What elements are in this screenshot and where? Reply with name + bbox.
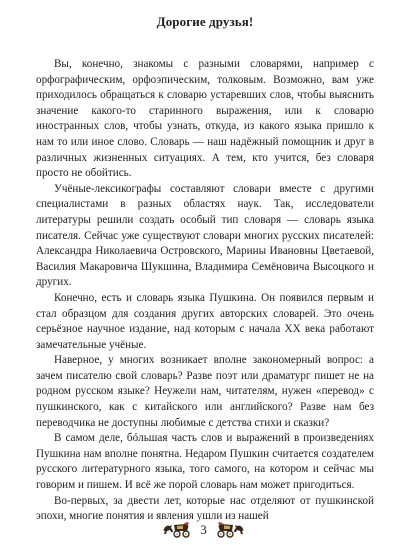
paragraph: Во-первых, за двести лет, которые нас отделяют от пушкинской эпохи, многие понятия и явления ушли из нашей <box>36 494 374 523</box>
page-title: Дорогие друзья! <box>156 14 254 29</box>
paragraph: Учёные-лексикографы составляют словари вместе с другими специалистами в разных областях наук. Так, исследователи литературы решили создать особый тип словаря — словарь языка писателя. Сейчас уже существуют словари многих русских писателей: Александра Николаевича Островского, Марины Ивановны Цветаевой, Василия Макаровича Шукшина, Владимира Семёновича Высоцкого и других. <box>36 182 374 289</box>
page-footer <box>0 520 407 538</box>
carriage-ornament-icon <box>162 520 192 538</box>
document-body <box>36 57 374 525</box>
paragraph: Вы, конечно, знакомы с разными словарями, например с орфографическим, орфоэпическим, толковым. Возможно, вам уже приходилось обращаться к словарю устаревших слов, чтобы выяснить значение какого-то старинного выражения, или к словарю иностранных слов, чтобы узнать, откуда, из какого языка пришло к нам то или иное слово. Словарь — наш надёжный помощник и друг в различных жизненных ситуациях. А тем, кто учится, без словаря просто не обойтись. <box>36 58 374 180</box>
paragraph: Конечно, есть и словарь языка Пушкина. Он появился первым и стал образцом для создания других авторских словарей. Это очень серьёзное научное издание, над которым с начала XX века работают замечательные учёные. <box>36 291 374 351</box>
carriage-ornament-icon <box>215 520 245 538</box>
paragraph: Наверное, у многих возникает вполне закономерный вопрос: а зачем писателю свой словарь? Разве поэт или драматург пишет не на родном русском языке? Неужели нам, читателям, нужен «перевод» с пушкинского, как с китайского или английского? Разве нам без переводчика не доступны любимые с детства стихи и сказки? <box>36 354 374 429</box>
paragraph: В самом деле, бóльшая часть слов и выражений в произведениях Пушкина нам вполне понятна. Недаром Пушкин считается создателем русского литературного языка, того самого, на котором и сейчас мы говорим и пишем. И всё же порой словарь нам может пригодиться. <box>36 432 374 492</box>
page-number: 3 <box>200 522 207 537</box>
